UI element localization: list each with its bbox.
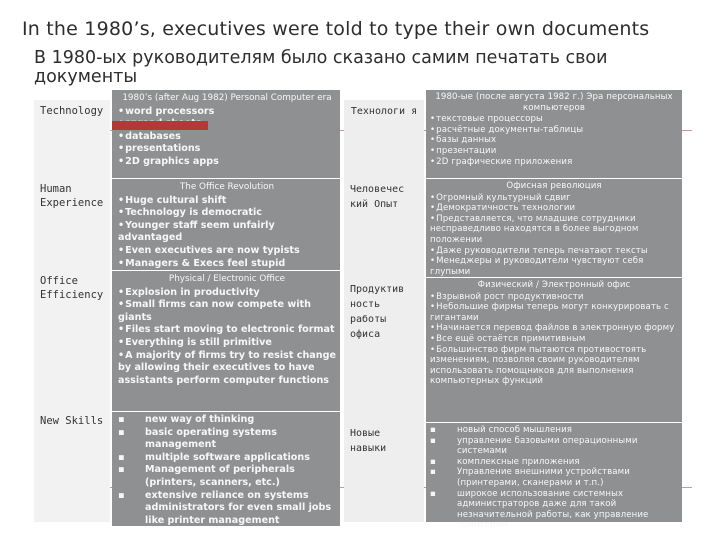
list-item: •Technology is democratic	[118, 207, 262, 219]
label-technology-en: Technology	[34, 100, 110, 178]
list-item: •2D графические приложения	[430, 156, 573, 167]
content-human-experience-en	[112, 179, 340, 270]
list-item: •Огромный культурный сдвиг	[430, 192, 571, 203]
title-english: In the 1980’s, executives were told to type their own documents	[22, 18, 650, 40]
list-item: ▪ новый способ мышления	[430, 425, 573, 435]
list-item: •Представляется, что младшие сотрудники несправедливо находятся в более выгодном положении	[430, 213, 639, 245]
list-item: ▪ управление базовыми операционными системами	[430, 435, 638, 457]
list-item: ▪ multiple software applications	[118, 451, 310, 463]
red-accent-bar	[112, 121, 208, 130]
heading-human-experience-en: The Office Revolution	[179, 182, 275, 192]
list-item: •word processors	[118, 105, 215, 117]
label-new-skills-en: New Skills	[34, 410, 110, 522]
list-item: •базы данных	[430, 135, 497, 146]
list-item: •Менеджеры и руководители чувствуют себя глупыми	[430, 256, 644, 277]
list-item: •расчётные документы-таблицы	[430, 124, 584, 135]
list-item: •Huge cultural shift	[118, 194, 227, 206]
list-item: •Small firms can now compete with giants	[118, 299, 311, 323]
content-new-skills-en	[112, 412, 340, 526]
content-new-skills-ru	[426, 423, 682, 531]
list-item: ▪ new way of thinking	[118, 414, 255, 425]
list-item: •Даже руководители теперь печатают тексты	[430, 245, 648, 256]
list-item: •Files start moving to electronic format	[118, 324, 335, 336]
list-item: •презентации	[430, 145, 497, 156]
list-item: •A majority of firms try to resist change by allowing their executives to have assistants perform computer functions	[118, 349, 336, 386]
list-item: •Большинство фирм пытаются противостоять изменениям, позволяя своим руководителям использовать помощников для выполнения компьютерных функций	[430, 344, 647, 387]
label-human-experience-en: Human Experience	[34, 178, 110, 270]
list-item: ▪ Управление внешними устройствами (принтерами, сканерами и т.п.)	[430, 467, 630, 488]
list-item: ▪ basic operating systems management	[118, 426, 277, 451]
list-item: •текстовые процессоры	[430, 114, 543, 125]
list-item: ▪ extensive reliance on systems administrators for even small jobs like printer management	[118, 489, 332, 526]
heading-office-efficiency-en: Physical / Electronic Office	[168, 274, 286, 284]
list-item: •Все ещё остаётся примитивным	[430, 333, 586, 344]
list-item: •databases	[118, 130, 181, 142]
content-technology-ru	[426, 90, 682, 178]
list-item: •Managers & Execs feel stupid	[118, 257, 286, 269]
heading-technology-en: 1980’s (after Aug 1982) Personal Computer era	[122, 93, 332, 103]
comparison-table	[34, 90, 682, 530]
list-item: ▪ Management of peripherals (printers, scanners, etc.)	[118, 464, 295, 488]
list-item: •Younger staff seem unfairly advantaged	[118, 219, 275, 244]
list-item: •Even executives are now typists	[118, 244, 300, 256]
title-russian: В 1980-ых руководителям было сказано самим печатать свои документы	[34, 48, 608, 87]
list-technology-en	[118, 106, 336, 169]
list-item: •2D graphics apps	[118, 155, 219, 167]
label-office-efficiency-ru: Продуктив ность работы офиса	[344, 278, 424, 422]
label-office-efficiency-en: Office Efficiency	[34, 270, 110, 410]
content-human-experience-ru	[426, 179, 682, 277]
list-item: •Everything is still primitive	[118, 336, 272, 348]
heading-human-experience-ru: Офисная революция	[506, 181, 602, 191]
heading-technology-ru: 1980-ые (после августа 1982 г.) Эра персональных компьютеров	[435, 92, 673, 113]
label-human-experience-ru: Человечес кий Опыт	[344, 178, 424, 278]
content-office-efficiency-en	[112, 271, 340, 411]
label-new-skills-ru: Новые навыки	[344, 422, 424, 522]
list-item: •Демократичность технологии	[430, 203, 576, 214]
content-office-efficiency-ru	[426, 278, 682, 422]
list-item: ▪ широкое использование системных администраторов даже для такой незначительной работы, как управление принтером	[430, 488, 649, 531]
list-item: •Начинается перевод файлов в электронную форму	[430, 323, 675, 334]
list-item: •Небольшие фирмы теперь могут конкурировать с гигантами	[430, 302, 669, 323]
label-technology-ru: Технологи я	[344, 100, 424, 178]
heading-office-efficiency-ru: Физический / Электронный офис	[477, 280, 631, 290]
list-item: •presentations	[118, 143, 201, 155]
list-item: •Взрывной рост продуктивности	[430, 291, 584, 302]
content-technology-en	[112, 90, 340, 178]
list-item: •Explosion in productivity	[118, 286, 260, 298]
list-item: ▪ комплексные приложения	[430, 456, 580, 467]
